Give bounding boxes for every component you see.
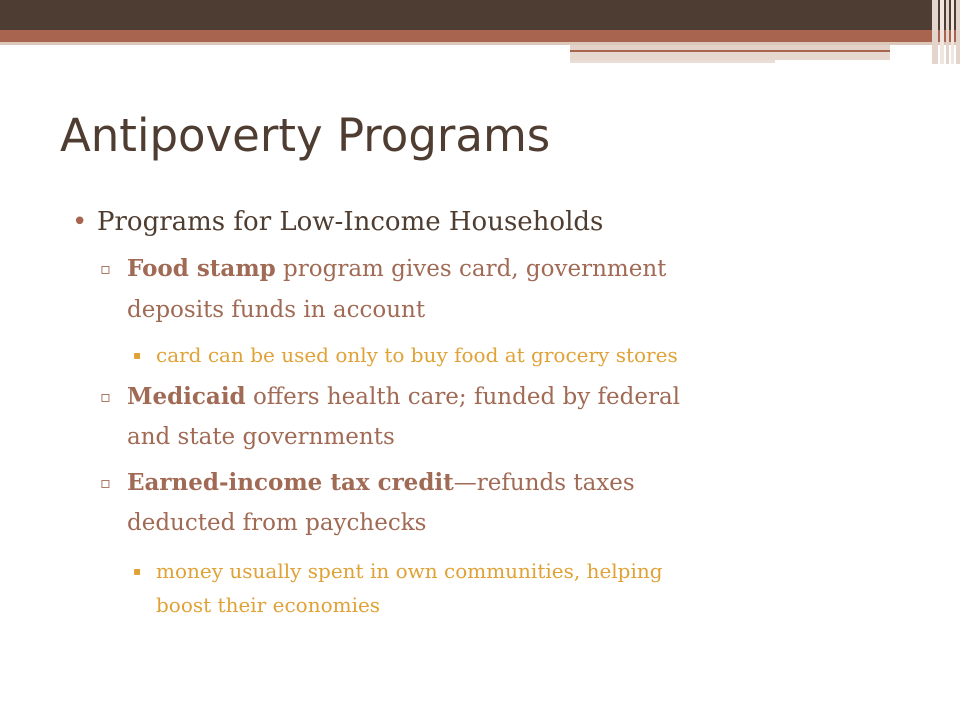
- subbullet-medicaid-line1: Medicaid offers health care; funded by federal: [127, 383, 681, 410]
- subbullet-marker: ▫: [100, 387, 111, 406]
- note-money-communities-line1: money usually spent in own communities, helping: [156, 559, 663, 583]
- note-food-only: card can be used only to buy food at grocery stores: [156, 343, 678, 367]
- subbullet-marker: ▫: [100, 473, 111, 492]
- term-food-stamp: Food stamp: [127, 255, 276, 282]
- subsub-marker: ▪: [133, 564, 142, 578]
- subbullet-marker: ▫: [100, 259, 111, 278]
- subbullet-food-stamp-line2: deposits funds in account: [127, 297, 426, 323]
- subsub-marker: ▪: [133, 348, 142, 362]
- bullet-programs-low-income: Programs for Low-Income Households: [97, 207, 604, 237]
- subbullet-food-stamp-line1: Food stamp program gives card, government: [127, 255, 667, 282]
- bullet-marker: •: [72, 207, 88, 237]
- subbullet-eitc-line1: Earned-income tax credit—refunds taxes: [127, 469, 635, 496]
- note-money-communities-line2: boost their economies: [156, 593, 381, 617]
- term-eitc: Earned-income tax credit: [127, 469, 454, 496]
- term-medicaid: Medicaid: [127, 383, 246, 410]
- subbullet-medicaid-line2: and state governments: [127, 424, 395, 450]
- slide-title: Antipoverty Programs: [60, 109, 551, 162]
- subbullet-eitc-line2: deducted from paychecks: [127, 510, 427, 536]
